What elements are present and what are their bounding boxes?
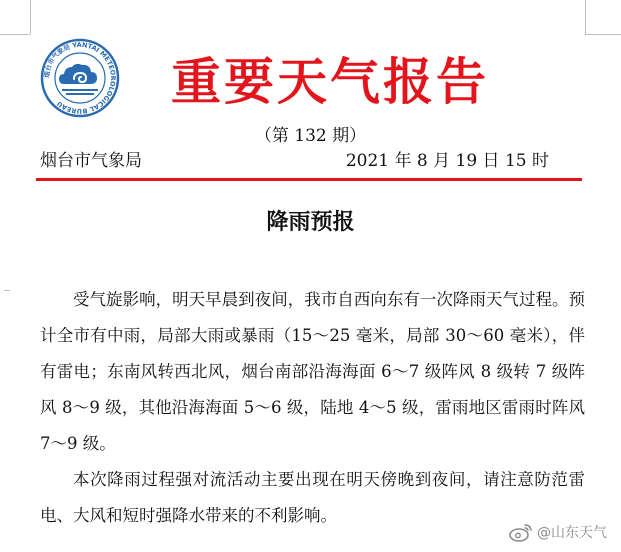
report-title: 重要天气报告 [171,53,489,111]
watermark [509,522,607,542]
body-paragraph-1: 受气旋影响，明天早晨到夜间，我市自西向东有一次降雨天气过程。预计全市有中雨，局部大雨或暴雨（15～25 毫米，局部 30～60 毫米），伴有雷电；东南风转西北风，烟台南部沿海海面 6～7 级阵风 8 级转 7 级阵风 8～9 级，其他沿海海面 5～6 级，陆地 4～5 级，雷雨地区雷雨时阵风 7～9 级。 [40,290,585,453]
body-paragraph-2: 本次降雨过程强对流活动主要出现在明天傍晚到夜间，请注意防范雷电、大风和短时强降水带来的不利影响。 [40,470,585,525]
weibo-icon [509,522,533,542]
report-subtitle: 降雨预报 [266,210,355,235]
crop-mark-top-left-h [0,34,30,35]
header-divider [36,178,582,181]
issuer-name: 烟台市气象局 [40,151,142,171]
crop-mark-top-right-v [585,0,586,34]
watermark-text: @山东天气 [537,525,607,541]
logo-text: 烟台市气象局 YANTAI METEOROLOGICAL BUREAU [42,40,118,116]
crop-mark-top-right-h [585,34,621,35]
issue-number: （第 132 期） [254,126,367,146]
margin-tick-left [4,290,10,291]
meteorological-bureau-logo [40,38,120,118]
issue-date: 2021 年 8 月 19 日 15 时 [345,151,549,171]
crop-mark-top-left-v [30,0,31,34]
